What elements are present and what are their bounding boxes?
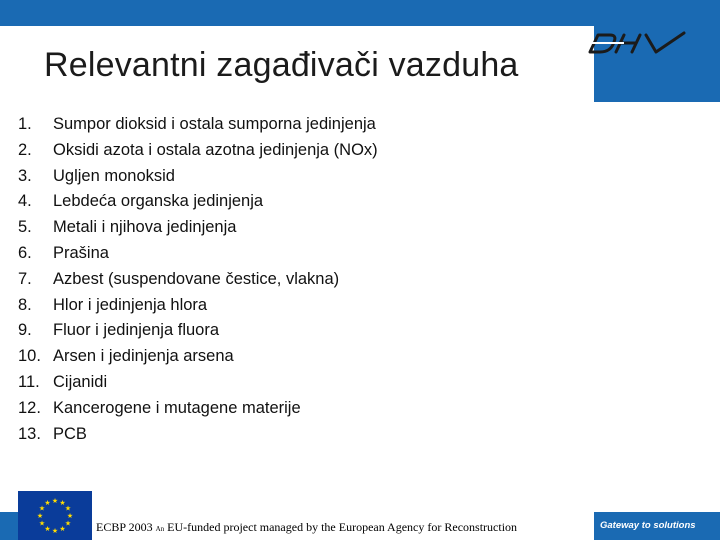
project-small: An bbox=[155, 525, 165, 533]
item-number: 8. bbox=[18, 295, 32, 314]
item-text: Lebdeća organska jedinjenja bbox=[53, 192, 264, 211]
flag-star: ★ bbox=[51, 497, 59, 505]
item-text: Azbest (suspendovane čestice, vlakna) bbox=[53, 269, 340, 288]
item-number: 11. bbox=[18, 372, 40, 391]
list-item bbox=[18, 189, 378, 215]
item-text: Prašina bbox=[53, 243, 109, 262]
item-number: 13. bbox=[18, 424, 41, 443]
project-rest: EU-funded project managed by the European Agency for Reconstruction bbox=[164, 520, 518, 534]
flag-star: ★ bbox=[44, 524, 51, 533]
flag-star: ★ bbox=[64, 504, 72, 513]
item-number: 1. bbox=[18, 115, 32, 133]
list-item bbox=[18, 318, 378, 344]
item-text: Fluor i jedinjenja fluora bbox=[53, 321, 220, 340]
list-item bbox=[18, 344, 378, 370]
list-item bbox=[18, 267, 378, 293]
slide-title: Relevantni zagađivači vazduha bbox=[44, 46, 519, 84]
item-number: 4. bbox=[18, 192, 32, 211]
list-item bbox=[18, 422, 378, 448]
eu-flag-icon bbox=[18, 491, 92, 540]
flag-star: ★ bbox=[38, 519, 46, 528]
list-item bbox=[18, 215, 378, 241]
item-text: Metali i njihova jedinjenja bbox=[53, 218, 237, 237]
list-item bbox=[18, 112, 378, 138]
item-number: 7. bbox=[18, 269, 32, 288]
item-number: 5. bbox=[18, 218, 32, 237]
item-number: 9. bbox=[18, 321, 32, 340]
tagline: Gateway to solutions bbox=[600, 520, 696, 531]
item-number: 12. bbox=[18, 398, 41, 417]
item-text: Hlor i jedinjenja hlora bbox=[53, 295, 208, 314]
item-text: Kancerogene i mutagene materije bbox=[53, 398, 301, 417]
item-number: 6. bbox=[18, 243, 32, 262]
list-item bbox=[18, 396, 378, 422]
flag-star: ★ bbox=[51, 527, 59, 535]
project-prefix: ECBP 2003 bbox=[96, 520, 153, 534]
flag-star: ★ bbox=[66, 512, 74, 520]
flag-star: ★ bbox=[59, 524, 66, 533]
item-text: Oksidi azota i ostala azotna jedinjenja (NOx) bbox=[53, 140, 378, 159]
flag-star: ★ bbox=[44, 499, 51, 508]
item-number: 10. bbox=[18, 347, 41, 366]
dhv-logo-icon bbox=[584, 30, 688, 56]
flag-star: ★ bbox=[59, 499, 66, 508]
item-number: 2. bbox=[18, 140, 32, 159]
flag-star: ★ bbox=[38, 504, 46, 513]
item-text: Arsen i jedinjenja arsena bbox=[53, 347, 234, 366]
item-text: Sumpor dioksid i ostala sumporna jedinjenja bbox=[53, 115, 376, 133]
pollutant-list bbox=[18, 112, 378, 447]
item-text: Ugljen monoksid bbox=[53, 166, 175, 185]
list-item bbox=[18, 241, 378, 267]
item-text: Cijanidi bbox=[53, 372, 108, 391]
list-item bbox=[18, 138, 378, 164]
list-item bbox=[18, 370, 378, 396]
item-number: 3. bbox=[18, 166, 32, 185]
flag-star: ★ bbox=[36, 512, 44, 520]
flag-star: ★ bbox=[64, 519, 72, 528]
list-item bbox=[18, 164, 378, 190]
list-item bbox=[18, 293, 378, 319]
item-text: PCB bbox=[53, 424, 87, 443]
footer-project-text bbox=[96, 520, 517, 535]
